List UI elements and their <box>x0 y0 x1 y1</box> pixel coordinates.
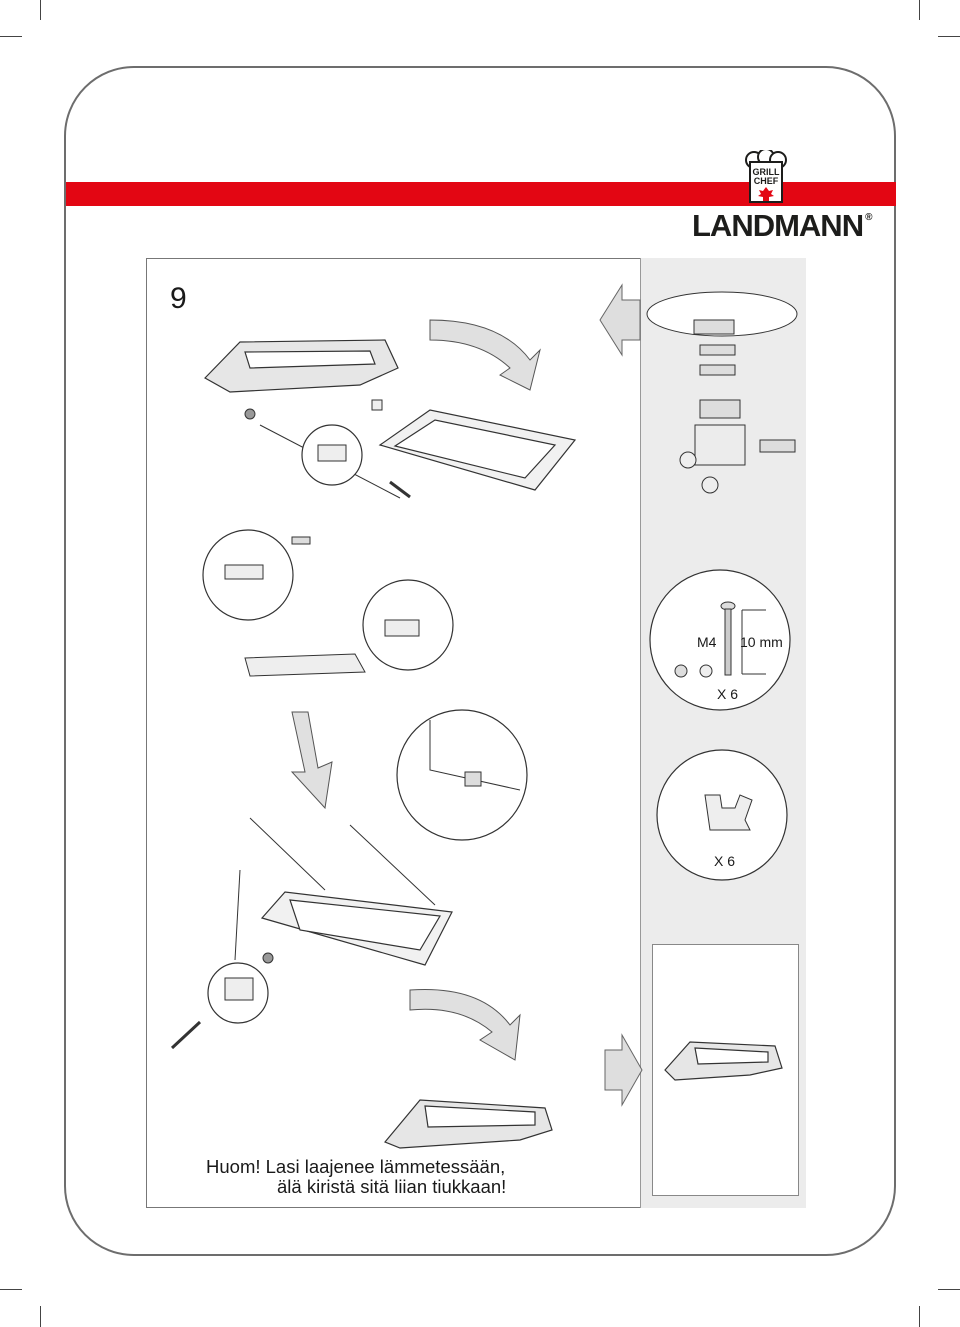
svg-text:GRILL: GRILL <box>752 167 780 177</box>
note-line-1: Huom! Lasi laajenee lämmetessään, <box>206 1156 506 1177</box>
washer-icon <box>700 665 712 677</box>
bolt-quantity: X 6 <box>717 686 739 702</box>
preview-lid <box>665 1042 782 1080</box>
down-arrow-icon <box>292 712 332 808</box>
clip-quantity: X 6 <box>714 853 736 869</box>
step-number: 9 <box>170 282 187 315</box>
lid-finished <box>385 1100 552 1148</box>
grill-overview-icon <box>647 292 797 493</box>
glass-panel <box>245 654 365 676</box>
curved-arrow-icon <box>430 320 540 390</box>
pointer-arrow-icon <box>605 1035 642 1105</box>
note-line-2: älä kiristä sitä liian tiukkaan! <box>277 1176 507 1197</box>
warning-note <box>206 1157 626 1197</box>
nut-icon <box>675 665 687 677</box>
curved-arrow-icon <box>410 989 520 1060</box>
lid-assembly <box>262 892 452 965</box>
bolt-size-label: M4 <box>697 634 717 650</box>
brand-name: LANDMANN ® <box>692 208 872 243</box>
lid-top-view <box>205 340 398 392</box>
svg-text:CHEF: CHEF <box>753 176 779 186</box>
bolt-length-label: 10 mm <box>740 634 783 650</box>
lid-underside-view <box>380 410 575 490</box>
pointer-arrow-icon <box>600 285 640 355</box>
